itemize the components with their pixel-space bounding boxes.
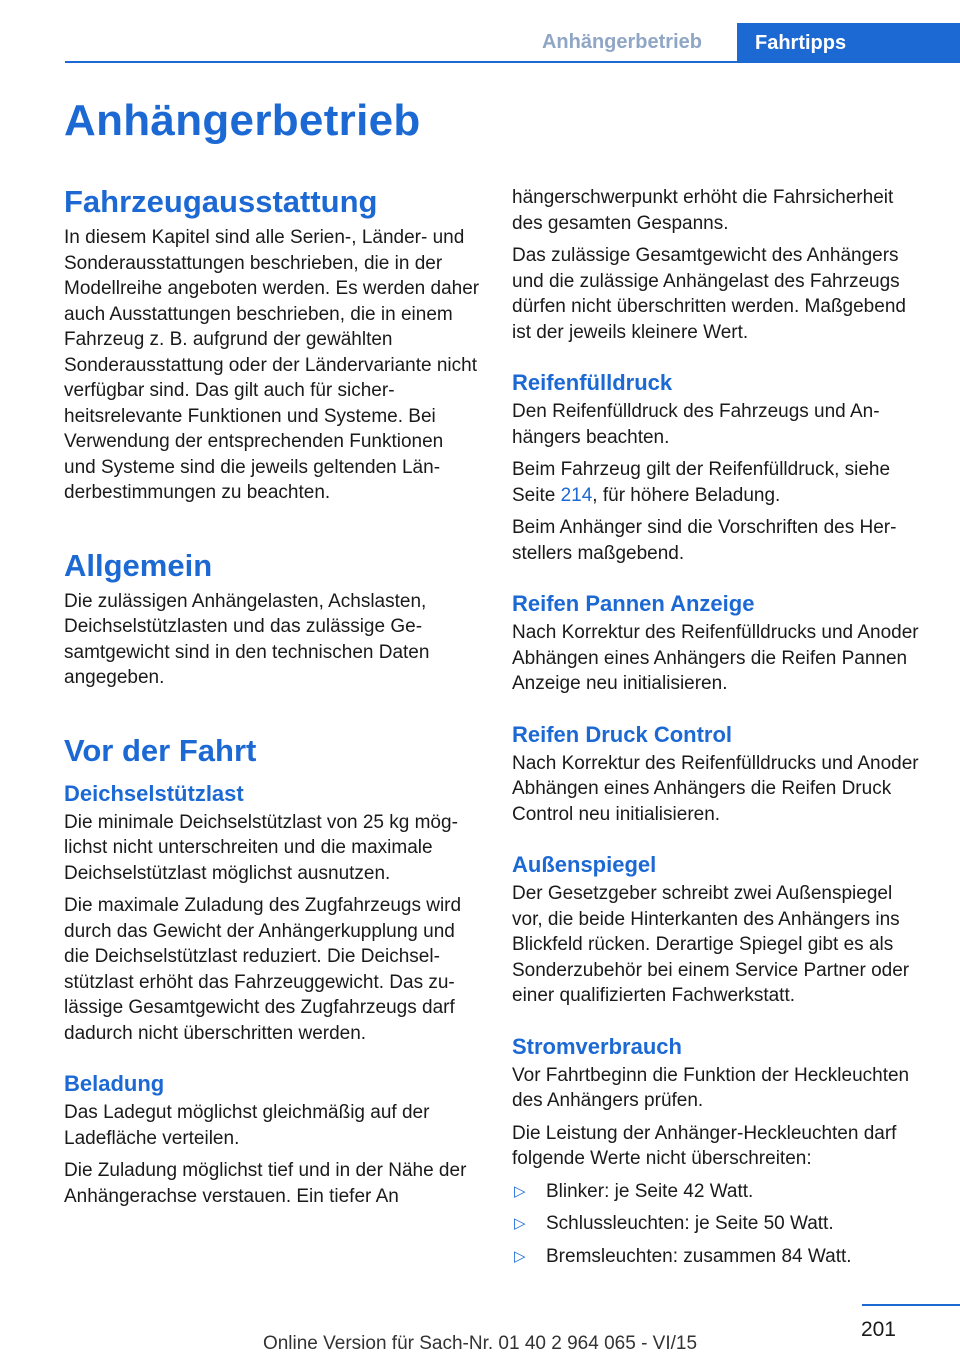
triangle-right-icon: ▷ bbox=[514, 1247, 526, 1265]
page-link-214[interactable]: 214 bbox=[560, 484, 593, 506]
triangle-right-icon: ▷ bbox=[514, 1215, 526, 1232]
page-header bbox=[0, 23, 960, 62]
paragraph-allgemein: Die zulässigen Anhängelasten, Achslasten, Deichselstützlasten und das zulässige Gesamtgewicht sind in den technischen Daten angegeben. bbox=[64, 590, 430, 688]
paragraph-pannen: Nach Korrektur des Reifenfülldrucks und Anoder Abhängen eines Anhängers die Reifen Pannen Anzeige neu initialisieren. bbox=[512, 622, 919, 694]
list-item bbox=[512, 1179, 928, 1205]
paragraph-deichsel-2: Die maximale Zuladung des Zugfahrzeugs wird durch das Gewicht der Anhängerkupplung und die Deichselstützlast reduziert. Die Deichselstützlast erhöht das Fahrzeuggewicht. Das zulässige Gesamtgewicht des Zugfahrzeugs darf dadurch nicht überschritten werden. bbox=[64, 895, 462, 1044]
heading-aussenspiegel: Außenspiegel bbox=[512, 852, 657, 877]
reifen-2-text-b: , für höhere Beladung. bbox=[592, 484, 781, 506]
page-number-rule bbox=[862, 1304, 960, 1306]
paragraph-strom-1: Vor Fahrtbeginn die Funktion der Heckleuchten des Anhängers prüfen. bbox=[512, 1064, 910, 1111]
page-number: 201 bbox=[860, 1318, 896, 1341]
paragraph-strom-2: Die Leistung der Anhänger-Heckleuchten darf folgende Werte nicht überschreiten: bbox=[512, 1122, 897, 1169]
list-item-text: Blinker: je Seite 42 Watt. bbox=[546, 1180, 754, 1202]
list-item-text: Schlussleuchten: je Seite 50 Watt. bbox=[546, 1213, 834, 1234]
bullet-list-leistung bbox=[512, 1179, 928, 1270]
header-rule bbox=[65, 61, 960, 63]
paragraph-druck: Nach Korrektur des Reifenfülldrucks und Anoder Abhängen eines Anhängers die Reifen Druck Control neu initialisieren. bbox=[512, 752, 919, 825]
heading-deichselstuetzlast: Deichselstützlast bbox=[64, 780, 244, 806]
list-item bbox=[512, 1211, 928, 1237]
right-column bbox=[512, 185, 928, 1276]
heading-fahrzeugausstattung: Fahrzeugausstattung bbox=[64, 184, 378, 219]
heading-stromverbrauch: Stromverbrauch bbox=[512, 1033, 682, 1059]
triangle-right-icon: ▷ bbox=[514, 1182, 526, 1200]
header-chapter-tab[interactable]: Fahrtipps bbox=[737, 23, 960, 63]
heading-reifen-pannen-anzeige: Reifen Pannen Anzeige bbox=[512, 591, 755, 616]
paragraph-beladung-1: Das Ladegut möglichst gleichmäßig auf der Ladefläche verteilen. bbox=[64, 1102, 430, 1149]
heading-vor-der-fahrt: Vor der Fahrt bbox=[64, 732, 257, 768]
paragraph-fahrzeugausstattung: In diesem Kapitel sind alle Serien-, Länder- und Sonderausstattungen beschrieben, die in der Modellreihe angeboten werden. Es werden daher auch Ausstattungen beschrieben, die in einem Fahrzeug z. B. aufgrund der gewählten Sonderausstattung oder der Ländervariante nicht verfügbar sind. Das gilt auch für sicherheitsrelevante Funktionen und Systeme. Bei Verwendung der entsprechenden Funktionen und Systeme sind die jeweils geltenden Länderbestimmungen zu beachten. bbox=[64, 227, 480, 503]
paragraph-beladung-2: Die Zuladung möglichst tief und in der Nähe der Anhängerachse verstauen. Ein tiefer An bbox=[64, 1160, 467, 1207]
paragraph-beladung-2-cont: hängerschwerpunkt erhöht die Fahrsicherheit des gesamten Gespanns. bbox=[512, 187, 894, 234]
heading-beladung: Beladung bbox=[64, 1071, 165, 1096]
left-column bbox=[64, 185, 480, 1216]
paragraph-spiegel: Der Gesetzgeber schreibt zwei Außenspiegel vor, die beide Hinterkanten des Anhängers ins Blickfeld rücken. Derartige Spiegel gibt es als Sonderzubehör bei einem Service Partner oder einer qualifizierten Fachwerkstatt. bbox=[512, 883, 910, 1006]
list-item-text: Bremsleuchten: zusammen 84 Watt. bbox=[546, 1245, 852, 1267]
paragraph-reifen-2 bbox=[512, 457, 928, 508]
paragraph-deichsel-1: Die minimale Deichselstützlast von 25 kg möglichst nicht unterschreiten und die maximale Deichselstützlast möglichst ausnutzen. bbox=[64, 811, 458, 884]
reifen-2-text-a: Beim Fahrzeug gilt der Reifenfülldruck, siehe Seite bbox=[512, 459, 891, 506]
header-section-label: Anhängerbetrieb bbox=[541, 31, 702, 53]
page-title: Anhängerbetrieb bbox=[64, 96, 421, 145]
paragraph-reifen-3: Beim Anhänger sind die Vorschriften des Herstellers maßgebend. bbox=[512, 517, 897, 564]
paragraph-beladung-3: Das zulässige Gesamtgewicht des Anhängers und die zulässige Anhängelast des Fahrzeugs dürfen nicht überschritten werden. Maßgebend ist der jeweils kleinere Wert. bbox=[512, 245, 906, 343]
heading-reifen-druck-control: Reifen Druck Control bbox=[512, 721, 733, 747]
paragraph-reifen-1: Den Reifenfülldruck des Fahrzeugs und Anhängers beachten. bbox=[512, 401, 880, 448]
footer-version: Online Version für Sach-Nr. 01 40 2 964 065 - VI/15 bbox=[262, 1333, 698, 1354]
heading-allgemein: Allgemein bbox=[64, 547, 213, 583]
heading-reifenfuelldruck: Reifenfülldruck bbox=[512, 370, 673, 395]
list-item bbox=[512, 1244, 928, 1270]
